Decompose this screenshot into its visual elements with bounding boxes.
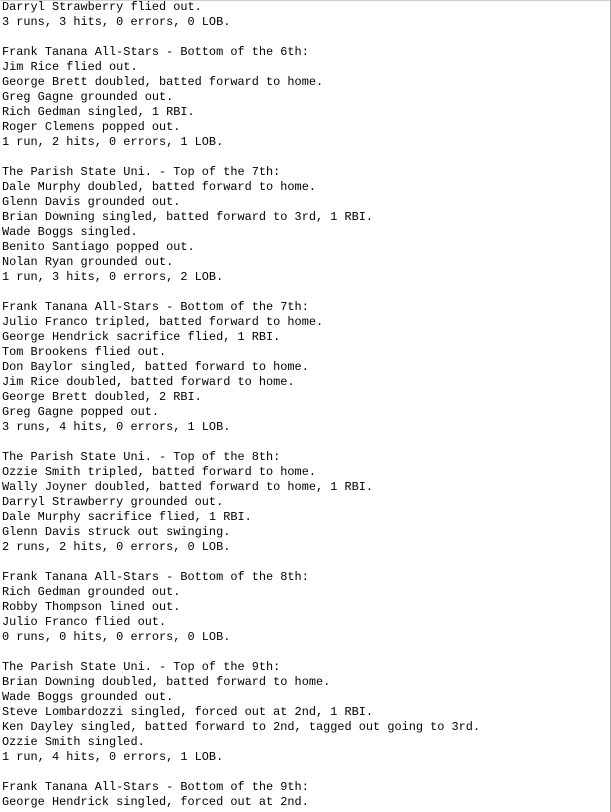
- text-line: Brian Downing singled, batted forward to 3rd, 1 RBI.: [2, 210, 374, 224]
- text-line: Glenn Davis grounded out.: [2, 195, 181, 209]
- text-line: Julio Franco tripled, batted forward to home.: [2, 315, 324, 329]
- text-line: 1 run, 4 hits, 0 errors, 1 LOB.: [2, 750, 224, 764]
- text-line: Darryl Strawberry flied out.: [2, 0, 202, 14]
- text-line: Wally Joyner doubled, batted forward to home, 1 RBI.: [2, 480, 374, 494]
- blank-line: [2, 645, 480, 660]
- text-line: Frank Tanana All-Stars - Bottom of the 8th:: [2, 570, 309, 584]
- text-line: Rich Gedman singled, 1 RBI.: [2, 105, 195, 119]
- text-line: George Hendrick sacrifice flied, 1 RBI.: [2, 330, 281, 344]
- text-line: The Parish State Uni. - Top of the 7th:: [2, 165, 281, 179]
- text-line: Wade Boggs grounded out.: [2, 690, 174, 704]
- text-line: Ozzie Smith tripled, batted forward to home.: [2, 465, 316, 479]
- text-line: Jim Rice doubled, batted forward to home.: [2, 375, 295, 389]
- text-line: Don Baylor singled, batted forward to home.: [2, 360, 309, 374]
- blank-line: [2, 150, 480, 165]
- text-line: Dale Murphy sacrifice flied, 1 RBI.: [2, 510, 252, 524]
- text-line: 3 runs, 4 hits, 0 errors, 1 LOB.: [2, 420, 231, 434]
- text-line: Jim Rice flied out.: [2, 60, 138, 74]
- text-line: Tom Brookens flied out.: [2, 345, 167, 359]
- text-line: Glenn Davis struck out swinging.: [2, 525, 231, 539]
- text-line: Frank Tanana All-Stars - Bottom of the 7th:: [2, 300, 309, 314]
- text-line: Frank Tanana All-Stars - Bottom of the 9th:: [2, 780, 309, 794]
- text-line: The Parish State Uni. - Top of the 8th:: [2, 450, 281, 464]
- text-line: Frank Tanana All-Stars - Bottom of the 6th:: [2, 45, 309, 59]
- text-line: Wade Boggs singled.: [2, 225, 138, 239]
- text-line: 1 run, 2 hits, 0 errors, 1 LOB.: [2, 135, 224, 149]
- text-line: 3 runs, 3 hits, 0 errors, 0 LOB.: [2, 15, 231, 29]
- text-line: Rich Gedman grounded out.: [2, 585, 181, 599]
- blank-line: [2, 285, 480, 300]
- text-line: George Hendrick singled, forced out at 2nd.: [2, 795, 309, 809]
- text-line: Greg Gagne grounded out.: [2, 90, 174, 104]
- text-line: Ken Dayley singled, batted forward to 2nd, tagged out going to 3rd.: [2, 720, 481, 734]
- text-line: Benito Santiago popped out.: [2, 240, 195, 254]
- text-line: Roger Clemens popped out.: [2, 120, 181, 134]
- text-line: Robby Thompson lined out.: [2, 600, 181, 614]
- text-line: Steve Lombardozzi singled, forced out at 2nd, 1 RBI.: [2, 705, 374, 719]
- text-line: Greg Gagne popped out.: [2, 405, 159, 419]
- blank-line: [2, 435, 480, 450]
- text-line: 0 runs, 0 hits, 0 errors, 0 LOB.: [2, 630, 231, 644]
- text-line: Brian Downing doubled, batted forward to home.: [2, 675, 331, 689]
- text-line: George Brett doubled, 2 RBI.: [2, 390, 202, 404]
- blank-line: [2, 555, 480, 570]
- text-line: George Brett doubled, batted forward to home.: [2, 75, 324, 89]
- play-by-play-log[interactable]: [2, 0, 480, 810]
- text-line: Ozzie Smith singled.: [2, 735, 145, 749]
- text-line: Darryl Strawberry grounded out.: [2, 495, 224, 509]
- text-line: 1 run, 3 hits, 0 errors, 2 LOB.: [2, 270, 224, 284]
- blank-line: [2, 765, 480, 780]
- blank-line: [2, 30, 480, 45]
- text-line: Julio Franco flied out.: [2, 615, 167, 629]
- text-line: 2 runs, 2 hits, 0 errors, 0 LOB.: [2, 540, 231, 554]
- text-line: The Parish State Uni. - Top of the 9th:: [2, 660, 281, 674]
- text-line: Dale Murphy doubled, batted forward to home.: [2, 180, 316, 194]
- text-line: Nolan Ryan grounded out.: [2, 255, 174, 269]
